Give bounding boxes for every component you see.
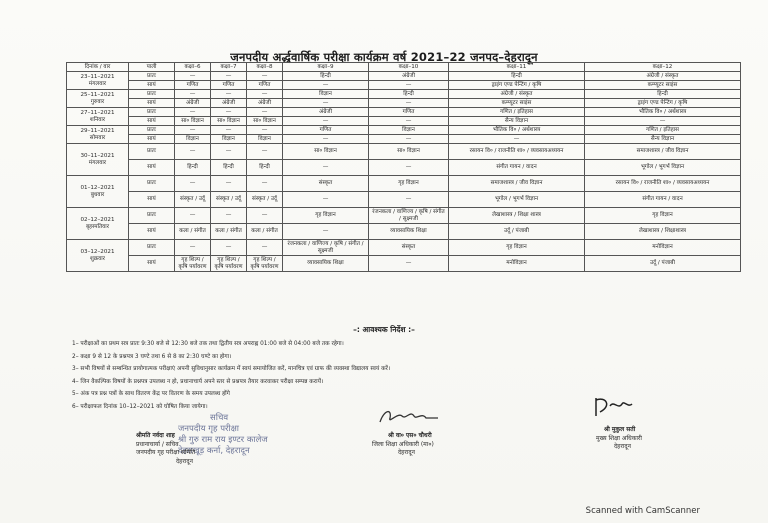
subject-cell: अंग्रेजी bbox=[211, 99, 247, 108]
subject-cell: अंग्रेजी bbox=[175, 99, 211, 108]
instruction-item: 3– सभी विषयों से सम्बन्धित प्रायोगात्मक परीक्षाएं अपनी सुविधानुसार कार्यक्रम में स्वयं समायोजित करें, मानचित्र एवं ग्राफ की व्यवस्था विद्यालय स्वयं करें। bbox=[72, 366, 391, 372]
date-cell bbox=[67, 208, 129, 240]
subject-cell: — bbox=[247, 176, 283, 192]
subject-cell: अंग्रेजी bbox=[247, 99, 283, 108]
subject-cell: — bbox=[175, 126, 211, 135]
shift-cell: प्रातः bbox=[129, 176, 175, 192]
shift-cell: सायं bbox=[129, 256, 175, 272]
subject-cell: — bbox=[247, 90, 283, 99]
table-row bbox=[67, 135, 741, 144]
signatory-role: जिला शिक्षा अधिकारी (मा०) bbox=[372, 440, 434, 448]
subject-cell: समाजशास्त्र / जीव विज्ञान bbox=[449, 176, 585, 192]
subject-cell: — bbox=[247, 108, 283, 117]
subject-cell: अंग्रेजी / संस्कृत bbox=[585, 72, 741, 81]
subject-cell: ड्राइंग एण्ड पेन्टिंग / कृषि bbox=[585, 99, 741, 108]
shift-cell: प्रातः bbox=[129, 126, 175, 135]
subject-cell: — bbox=[369, 160, 449, 176]
subject-cell: — bbox=[175, 108, 211, 117]
header-cell: कक्षा–8 bbox=[247, 63, 283, 72]
signatory-role: मुख्य शिक्षा अधिकारी bbox=[596, 434, 642, 442]
subject-cell: गृह विज्ञान bbox=[369, 176, 449, 192]
date-text: 01–12–2021 bbox=[80, 184, 115, 191]
header-cell: कक्षा–7 bbox=[211, 63, 247, 72]
exam-schedule-table bbox=[66, 62, 741, 272]
subject-cell: — bbox=[585, 117, 741, 126]
subject-cell: गृह शिल्प / कृषि पर्यावरण bbox=[211, 256, 247, 272]
table-row bbox=[67, 99, 741, 108]
subject-cell: रंजनकला / वाणिज्य / कृषि / संगीत / सूक्ष्मजी bbox=[369, 208, 449, 224]
subject-cell: उर्दू / पंजाबी bbox=[449, 224, 585, 240]
handwritten-signature-deo bbox=[376, 404, 446, 430]
day-text: गुरुवार bbox=[90, 98, 105, 105]
header-cell: कक्षा–11 bbox=[449, 63, 585, 72]
signature-block-deo bbox=[372, 432, 434, 458]
signature-block-ceo bbox=[596, 426, 642, 452]
subject-cell: गृह शिल्प / कृषि पर्यावरण bbox=[247, 256, 283, 272]
signatory-org: जनपदीय गृह परीक्षा समिति bbox=[136, 449, 196, 456]
subject-cell: रसायन वि० / राजनीति शा० / व्यवसायअध्ययन bbox=[585, 176, 741, 192]
table-row bbox=[67, 192, 741, 208]
day-text: मंगलवार bbox=[88, 80, 107, 87]
table-row bbox=[67, 224, 741, 240]
day-text: बुधवार bbox=[90, 191, 105, 198]
subject-cell: विज्ञान bbox=[211, 135, 247, 144]
subject-cell: गणित bbox=[175, 81, 211, 90]
subject-cell: सा० विज्ञान bbox=[175, 117, 211, 126]
date-text: 30–11–2021 bbox=[80, 152, 115, 159]
subject-cell: — bbox=[211, 208, 247, 224]
date-cell bbox=[67, 144, 129, 176]
subject-cell: हिन्दी bbox=[585, 90, 741, 99]
subject-cell: हिन्दी bbox=[283, 72, 369, 81]
subject-cell: — bbox=[369, 81, 449, 90]
subject-cell: कला / संगीत bbox=[247, 224, 283, 240]
date-cell bbox=[67, 176, 129, 208]
subject-cell: अंग्रेजी / संस्कृत bbox=[449, 90, 585, 99]
subject-cell: विज्ञान bbox=[369, 126, 449, 135]
shift-cell: सायं bbox=[129, 99, 175, 108]
table-row bbox=[67, 240, 741, 256]
subject-cell: — bbox=[175, 208, 211, 224]
shift-cell: सायं bbox=[129, 192, 175, 208]
subject-cell: अंग्रेजी bbox=[283, 108, 369, 117]
signature-block-secretary bbox=[136, 432, 195, 466]
subject-cell: लेखाशास्त्र / शिक्षाशास्त्र bbox=[585, 224, 741, 240]
schedule-body bbox=[67, 72, 741, 272]
scanner-watermark: Scanned with CamScanner bbox=[585, 506, 700, 516]
header-cell: कक्षा–6 bbox=[175, 63, 211, 72]
table-row bbox=[67, 90, 741, 99]
subject-cell: — bbox=[175, 240, 211, 256]
table-row bbox=[67, 126, 741, 135]
day-text: शनिवार bbox=[89, 116, 106, 123]
table-row bbox=[67, 81, 741, 90]
subject-cell: — bbox=[369, 135, 449, 144]
subject-cell: भौतिक वि० / अर्थशास्त्र bbox=[585, 108, 741, 117]
subject-cell: संगीत गायन / वादन bbox=[585, 192, 741, 208]
subject-cell: गणित bbox=[211, 81, 247, 90]
subject-cell: गृह विज्ञान bbox=[585, 208, 741, 224]
shift-cell: सायं bbox=[129, 81, 175, 90]
subject-cell: सा० विज्ञान bbox=[211, 117, 247, 126]
subject-cell: — bbox=[369, 99, 449, 108]
table-row bbox=[67, 208, 741, 224]
subject-cell: सैन्य विज्ञान bbox=[449, 117, 585, 126]
subject-cell: — bbox=[175, 72, 211, 81]
day-text: बृहस्पतिवार bbox=[85, 223, 109, 230]
subject-cell: सा० विज्ञान bbox=[369, 144, 449, 160]
subject-cell: — bbox=[211, 240, 247, 256]
header-cell: कक्षा–12 bbox=[585, 63, 741, 72]
subject-cell: — bbox=[247, 126, 283, 135]
subject-cell: हिन्दी bbox=[175, 160, 211, 176]
subject-cell: — bbox=[283, 135, 369, 144]
subject-cell: कम्प्यूटर साइंस bbox=[585, 81, 741, 90]
subject-cell: — bbox=[283, 192, 369, 208]
subject-cell: भूगोल / भूगर्भ विज्ञान bbox=[585, 160, 741, 176]
subject-cell: रंजनकला / वाणिज्य / कृषि / संगीत / सूक्ष्मजी bbox=[283, 240, 369, 256]
date-cell bbox=[67, 108, 129, 126]
date-text: 29–11–2021 bbox=[80, 127, 115, 134]
shift-cell: सायं bbox=[129, 135, 175, 144]
subject-cell: संस्कृत bbox=[369, 240, 449, 256]
subject-cell: — bbox=[247, 72, 283, 81]
handwritten-signature-ceo bbox=[590, 392, 640, 422]
subject-cell: संस्कृत bbox=[283, 176, 369, 192]
shift-cell: प्रातः bbox=[129, 90, 175, 99]
header-row bbox=[67, 63, 741, 72]
subject-cell: ड्राइंग एण्ड पेन्टिंग / कृषि bbox=[449, 81, 585, 90]
stamp-line: देहराखूड़ कर्ना, देहरादून bbox=[178, 446, 250, 456]
header-cell: कक्षा–9 bbox=[283, 63, 369, 72]
subject-cell: — bbox=[175, 144, 211, 160]
notes-heading: –: आवश्यक निर्देश :– bbox=[353, 325, 415, 334]
subject-cell: कला / संगीत bbox=[211, 224, 247, 240]
subject-cell: गणित / इतिहास bbox=[585, 126, 741, 135]
day-text: शुक्रवार bbox=[90, 255, 105, 262]
subject-cell: सा० विज्ञान bbox=[247, 117, 283, 126]
subject-cell: गृह विज्ञान bbox=[449, 240, 585, 256]
table-row bbox=[67, 160, 741, 176]
signatory-place: देहरादून bbox=[614, 443, 631, 450]
table-row bbox=[67, 72, 741, 81]
subject-cell: गणित bbox=[283, 126, 369, 135]
subject-cell: — bbox=[247, 144, 283, 160]
signatory-name: श्री मुकुल सती bbox=[604, 426, 636, 433]
subject-cell: — bbox=[247, 208, 283, 224]
subject-cell: — bbox=[211, 90, 247, 99]
subject-cell: — bbox=[211, 108, 247, 117]
subject-cell: — bbox=[283, 99, 369, 108]
subject-cell: विज्ञान bbox=[175, 135, 211, 144]
subject-cell: संस्कृत / उर्दू bbox=[211, 192, 247, 208]
instruction-item: 4– जिन वैकल्पिक विषयों के प्रश्नपत्र उपलब्ध न हो, प्रधानाचार्य अपने स्तर से प्रश्नपत्र तैयार करवाकर परीक्षा सम्पन्न करायें। bbox=[72, 378, 324, 385]
subject-cell: गृह शिल्प / कृषि पर्यावरण bbox=[175, 256, 211, 272]
subject-cell: — bbox=[283, 160, 369, 176]
subject-cell: कला / संगीत bbox=[175, 224, 211, 240]
table-row bbox=[67, 108, 741, 117]
subject-cell: — bbox=[175, 176, 211, 192]
page-title: जनपदीय अर्द्धवार्षिक परीक्षा कार्यक्रम वर्ष 2021–22 जनपद–देहरादून bbox=[230, 50, 538, 64]
header-cell: पाली bbox=[129, 63, 175, 72]
subject-cell: गणित bbox=[369, 108, 449, 117]
instructions-list bbox=[72, 338, 390, 413]
subject-cell: संस्कृत / उर्दू bbox=[247, 192, 283, 208]
subject-cell: हिन्दी bbox=[247, 160, 283, 176]
subject-cell: — bbox=[283, 81, 369, 90]
date-text: 02–12–2021 bbox=[80, 216, 115, 223]
subject-cell: — bbox=[283, 117, 369, 126]
subject-cell: गणित / इतिहास bbox=[449, 108, 585, 117]
shift-cell: प्रातः bbox=[129, 240, 175, 256]
subject-cell: मनोविज्ञान bbox=[585, 240, 741, 256]
date-cell bbox=[67, 126, 129, 144]
instruction-item: 2– कक्षा 9 से 12 के प्रश्नपत्र 3 घण्टे तथा 6 से 8 का 2:30 घण्टे का होगा। bbox=[72, 353, 232, 360]
signatory-name: श्री वा० एस० चौधरी bbox=[388, 432, 432, 439]
subject-cell: — bbox=[211, 72, 247, 81]
subject-cell: रसायन वि० / राजनीति शा० / व्यवसायअध्ययन bbox=[449, 144, 585, 160]
shift-cell: प्रातः bbox=[129, 72, 175, 81]
subject-cell: भौतिक वि० / अर्थशास्त्र bbox=[449, 126, 585, 135]
shift-cell: सायं bbox=[129, 224, 175, 240]
subject-cell: सा० विज्ञान bbox=[283, 144, 369, 160]
subject-cell: व्यावसायिक शिक्षा bbox=[369, 224, 449, 240]
date-cell bbox=[67, 240, 129, 272]
stamp-line: श्री गुरु राम राय इण्टर कालेज bbox=[178, 435, 268, 445]
subject-cell: सैन्य विज्ञान bbox=[585, 135, 741, 144]
header-cell: दिनांक / वार bbox=[67, 63, 129, 72]
date-text: 03–12–2021 bbox=[80, 248, 115, 255]
signatory-place: देहरादून bbox=[176, 457, 193, 465]
subject-cell: विज्ञान bbox=[247, 135, 283, 144]
subject-cell: संस्कृत / उर्दू bbox=[175, 192, 211, 208]
date-text: 23–11–2021 bbox=[80, 73, 115, 80]
subject-cell: व्यावसायिक शिक्षा bbox=[283, 256, 369, 272]
subject-cell: मनोविज्ञान bbox=[449, 256, 585, 272]
shift-cell: प्रातः bbox=[129, 208, 175, 224]
subject-cell: — bbox=[369, 117, 449, 126]
table-row bbox=[67, 176, 741, 192]
subject-cell: — bbox=[247, 240, 283, 256]
signatory-name: श्रीमति नर्वदा शाह bbox=[136, 432, 175, 439]
instruction-item: 5– अंक पत्र प्रश्न पत्रों के साथ वितरण केंद्र पर वितरण के समय उपलब्ध होंगे bbox=[72, 391, 230, 397]
shift-cell: प्रातः bbox=[129, 144, 175, 160]
subject-cell: गृह विज्ञान bbox=[283, 208, 369, 224]
subject-cell: — bbox=[211, 144, 247, 160]
subject-cell: भूगोल / भूगर्भ विज्ञान bbox=[449, 192, 585, 208]
table-row bbox=[67, 144, 741, 160]
date-cell bbox=[67, 72, 129, 90]
stamp-line: जनपदीय गृह परीक्षा bbox=[178, 424, 240, 434]
subject-cell: गणित bbox=[247, 81, 283, 90]
shift-cell: सायं bbox=[129, 117, 175, 126]
signatory-place: देहरादून bbox=[398, 449, 415, 456]
subject-cell: — bbox=[449, 135, 585, 144]
date-text: 25–11–2021 bbox=[80, 91, 115, 98]
shift-cell: सायं bbox=[129, 160, 175, 176]
stamp-line: सचिव bbox=[210, 413, 229, 423]
subject-cell: हिन्दी bbox=[449, 72, 585, 81]
date-text: 27–11–2021 bbox=[80, 109, 115, 116]
subject-cell: — bbox=[175, 90, 211, 99]
subject-cell: हिन्दी bbox=[211, 160, 247, 176]
table-row bbox=[67, 117, 741, 126]
day-text: मंगलवार bbox=[88, 159, 107, 166]
subject-cell: संगीत गायन / वादन bbox=[449, 160, 585, 176]
subject-cell: — bbox=[369, 256, 449, 272]
instruction-item: 6– परीक्षाफल दिनांक 10–12–2021 को घोषित किया जायेगा। bbox=[72, 403, 208, 410]
signatory-role: प्रधानाचार्या / सचिव bbox=[136, 440, 179, 448]
shift-cell: प्रातः bbox=[129, 108, 175, 117]
subject-cell: विज्ञान bbox=[283, 90, 369, 99]
subject-cell: — bbox=[211, 176, 247, 192]
date-cell bbox=[67, 90, 129, 108]
subject-cell: समाजशास्त्र / जीव विज्ञान bbox=[585, 144, 741, 160]
subject-cell: लेखाशास्त्र / शिक्षा शास्त्र bbox=[449, 208, 585, 224]
instruction-item: 1– परीक्षाओं का प्रथम सत्र प्रातः 9:30 बजे से 12:30 बजे तक तथा द्वितीय सत्र अपराह्न 01:00 बजे से 04:00 बजे तक रहेगा। bbox=[72, 341, 344, 347]
header-cell: कक्षा–10 bbox=[369, 63, 449, 72]
subject-cell: हिन्दी bbox=[369, 90, 449, 99]
subject-cell: उर्दू / पंजाबी bbox=[585, 256, 741, 272]
subject-cell: अंग्रेजी bbox=[369, 72, 449, 81]
day-text: सोमवार bbox=[89, 134, 106, 141]
subject-cell: — bbox=[283, 224, 369, 240]
table-row bbox=[67, 256, 741, 272]
subject-cell: — bbox=[211, 126, 247, 135]
subject-cell: — bbox=[369, 192, 449, 208]
subject-cell: कम्प्यूटर साइंस bbox=[449, 99, 585, 108]
